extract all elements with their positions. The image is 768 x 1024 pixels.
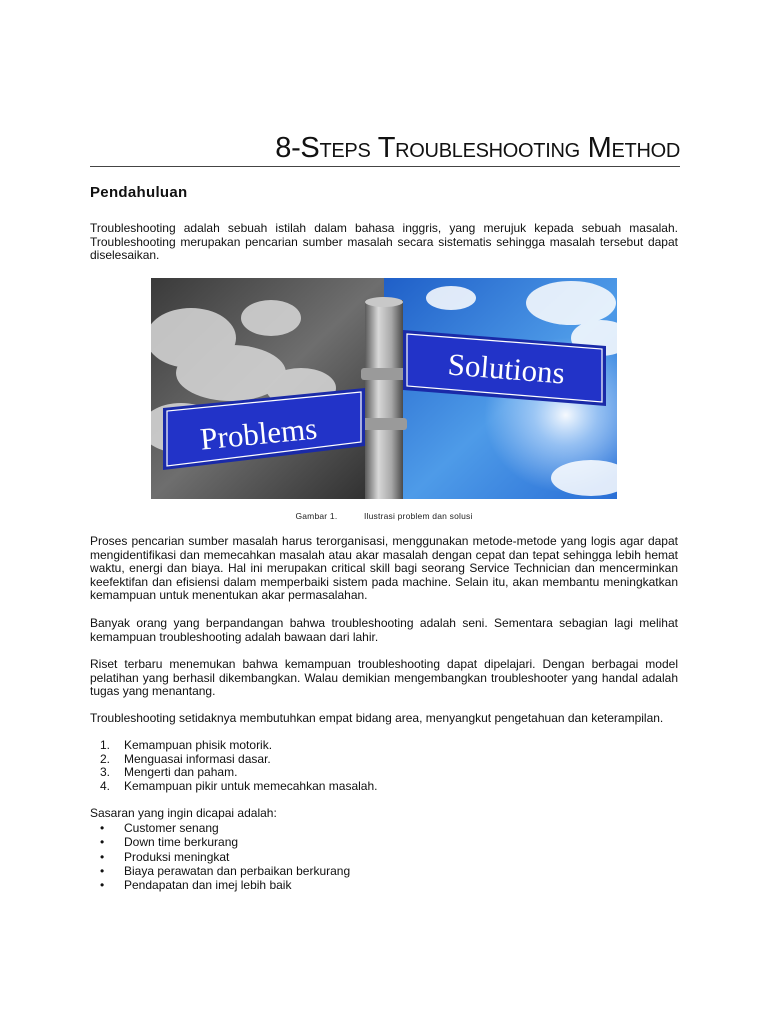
list-item (90, 780, 678, 794)
problems-sign-label: Problems (198, 410, 319, 457)
caption-number: Gambar 1. (295, 511, 338, 521)
sign-pole (365, 300, 403, 499)
list-item (90, 835, 678, 849)
body-paragraph: Riset terbaru menemukan bahwa kemampuan troubleshooting dapat dipelajari. Dengan berbagai model pelatihan yang berhasil dikembangkan. Walau demikian mengembangkan troubleshooter yang handal adalah tugas yang menantang. (90, 657, 678, 699)
list-item (90, 850, 678, 864)
list-item-text: Kemampuan phisik motorik. (124, 738, 273, 752)
bullet-marker: • (100, 849, 105, 864)
goals-intro: Sasaran yang ingin dicapai adalah: (90, 806, 277, 820)
bullet-marker: • (100, 863, 105, 878)
caption-text: Ilustrasi problem dan solusi (363, 511, 473, 521)
bullet-marker: • (100, 878, 105, 893)
list-item (90, 753, 678, 767)
title-divider (90, 166, 680, 167)
figure-caption (90, 511, 678, 521)
list-marker: 3. (100, 765, 111, 780)
list-item-text: Customer senang (124, 821, 219, 835)
list-item-text: Pendapatan dan imej lebih baik (124, 878, 292, 893)
intro-paragraph: Troubleshooting adalah sebuah istilah dalam bahasa inggris, yang merujuk kepada sebuah masalah. Troubleshooting merupakan pencarian sumber masalah secara sistematis sehingga masalah tersebut dapat diselesaikan. (90, 221, 678, 263)
list-item-text: Mengerti dan paham. (124, 765, 238, 780)
body-paragraph: Proses pencarian sumber masalah harus terorganisasi, menggunakan metode-metode yang logis agar dapat mengidentifikasi dan memecahkan masalah atau akar masalah dengan cepat dan tepat sehingga lebih hemat waktu, energi dan biaya. Hal ini merupakan critical skill bagi seorang Service Technician dan mencerminkan keefektifan dan efisiensi dalam memperbaiki sistem pada machine. Selain itu, akan membantu meningkatkan kemampuan untuk menentukan akar permasalahan. (90, 534, 678, 603)
list-item-text: Biaya perawatan dan perbaikan berkurang (124, 863, 351, 878)
problems-solutions-figure (151, 278, 617, 499)
list-item-text: Produksi meningkat (124, 849, 230, 864)
list-marker: 4. (100, 778, 111, 793)
list-item-text: Menguasai informasi dasar. (124, 751, 271, 766)
list-item (90, 864, 678, 878)
page-title: 8-Steps Troubleshooting Method (275, 132, 680, 164)
list-item (90, 766, 678, 780)
section-heading: Pendahuluan (90, 184, 188, 201)
skill-areas-list (90, 739, 678, 793)
body-paragraph: Banyak orang yang berpandangan bahwa troubleshooting adalah seni. Sementara sebagian lagi melihat kemampuan troubleshooting adalah bawaan dari lahir. (90, 616, 678, 644)
body-paragraph: Troubleshooting setidaknya membutuhkan empat bidang area, menyangkut pengetahuan dan keterampilan. (90, 711, 664, 725)
list-item-text: Kemampuan pikir untuk memecahkan masalah. (124, 778, 378, 793)
list-item-text: Down time berkurang (124, 835, 239, 850)
list-item (90, 878, 678, 892)
bullet-marker: • (100, 835, 105, 850)
list-marker: 1. (100, 738, 111, 752)
list-item (90, 739, 678, 753)
list-marker: 2. (100, 751, 111, 766)
bullet-marker: • (100, 821, 105, 835)
goals-list (90, 821, 678, 892)
solutions-sign-label: Solutions (446, 346, 567, 391)
list-item (90, 821, 678, 835)
